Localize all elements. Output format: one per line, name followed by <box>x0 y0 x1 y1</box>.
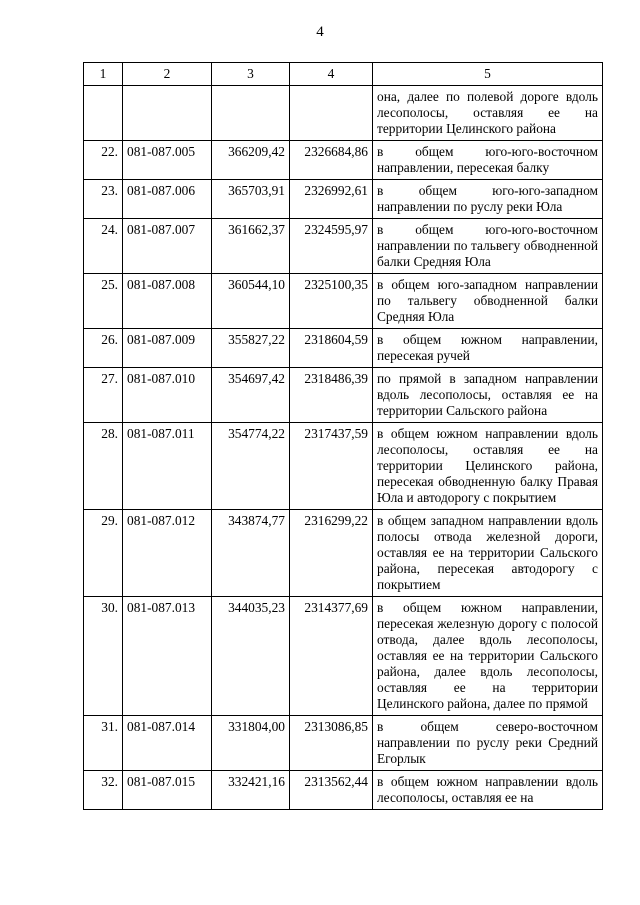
boundary-description: в общем юго-западном направлении по тальвегу обводненной балки Средняя Юла <box>373 274 603 329</box>
point-code: 081-087.014 <box>123 716 212 771</box>
point-code: 081-087.013 <box>123 597 212 716</box>
point-code: 081-087.008 <box>123 274 212 329</box>
table-row <box>84 771 603 810</box>
table-row <box>84 219 603 274</box>
column-header: 1 <box>84 63 123 86</box>
boundary-points-table <box>83 62 603 810</box>
table-header-row <box>84 63 603 86</box>
column-header: 4 <box>290 63 373 86</box>
boundary-description: в общем южном направлении вдоль лесополосы, оставляя ее на территории Целинского района, пересекая обводненную балку Правая Юла и автодорогу с покрытием <box>373 423 603 510</box>
column-header: 3 <box>212 63 290 86</box>
point-code: 081-087.007 <box>123 219 212 274</box>
table-row <box>84 423 603 510</box>
boundary-description: в общем западном направлении вдоль полосы отвода железной дороги, оставляя ее на территории Сальского района, пересекая автодорогу с покрытием <box>373 510 603 597</box>
coordinate-x: 343874,77 <box>212 510 290 597</box>
boundary-description: по прямой в западном направлении вдоль лесополосы, оставляя ее на территории Сальского района <box>373 368 603 423</box>
row-number: 25. <box>84 274 123 329</box>
coordinate-x: 355827,22 <box>212 329 290 368</box>
row-number: 26. <box>84 329 123 368</box>
table-row <box>84 368 603 423</box>
boundary-description: в общем северо-восточном направлении по руслу реки Средний Егорлык <box>373 716 603 771</box>
row-number: 28. <box>84 423 123 510</box>
row-number: 30. <box>84 597 123 716</box>
coordinate-x: 366209,42 <box>212 141 290 180</box>
row-number: 32. <box>84 771 123 810</box>
point-code: 081-087.015 <box>123 771 212 810</box>
table-row <box>84 510 603 597</box>
page-number: 4 <box>316 24 324 40</box>
column-header: 5 <box>373 63 603 86</box>
coordinate-y: 2314377,69 <box>290 597 373 716</box>
coordinate-y: 2318486,39 <box>290 368 373 423</box>
row-number: 27. <box>84 368 123 423</box>
point-code: 081-087.005 <box>123 141 212 180</box>
point-code: 081-087.009 <box>123 329 212 368</box>
table-row <box>84 716 603 771</box>
coordinate-y: 2317437,59 <box>290 423 373 510</box>
table-row <box>84 329 603 368</box>
coordinate-y: 2324595,97 <box>290 219 373 274</box>
row-number: 24. <box>84 219 123 274</box>
coordinate-x: 331804,00 <box>212 716 290 771</box>
row-number: 23. <box>84 180 123 219</box>
table-row <box>84 141 603 180</box>
coordinate-x: 332421,16 <box>212 771 290 810</box>
coordinate-x: 354774,22 <box>212 423 290 510</box>
boundary-description: в общем южном направлении вдоль лесополосы, оставляя ее на <box>373 771 603 810</box>
coordinate-x: 344035,23 <box>212 597 290 716</box>
point-code: 081-087.010 <box>123 368 212 423</box>
boundary-description: в общем южном направлении, пересекая ручей <box>373 329 603 368</box>
point-code: 081-087.011 <box>123 423 212 510</box>
boundary-description: в общем южном направлении, пересекая железную дорогу с полосой отвода, далее вдоль лесополосы, оставляя ее на территории Сальского района, далее вдоль лесополосы, оставляя ее на территории Целинского района, далее по прямой <box>373 597 603 716</box>
table-row <box>84 597 603 716</box>
point-code: 081-087.012 <box>123 510 212 597</box>
point-code: 081-087.006 <box>123 180 212 219</box>
row-number: 29. <box>84 510 123 597</box>
coordinate-y: 2318604,59 <box>290 329 373 368</box>
coordinate-x: 361662,37 <box>212 219 290 274</box>
coordinate-y: 2313562,44 <box>290 771 373 810</box>
row-number: 22. <box>84 141 123 180</box>
coordinate-y: 2326992,61 <box>290 180 373 219</box>
table-row <box>84 180 603 219</box>
coordinate-y: 2325100,35 <box>290 274 373 329</box>
coordinate-x: 354697,42 <box>212 368 290 423</box>
column-header: 2 <box>123 63 212 86</box>
continuation-description: она, далее по полевой дороге вдоль лесополосы, оставляя ее на территории Целинского района <box>373 86 603 141</box>
coordinate-x: 360544,10 <box>212 274 290 329</box>
coordinate-x: 365703,91 <box>212 180 290 219</box>
boundary-description: в общем юго-юго-западном направлении по руслу реки Юла <box>373 180 603 219</box>
coordinate-y: 2316299,22 <box>290 510 373 597</box>
coordinate-y: 2313086,85 <box>290 716 373 771</box>
coordinate-y: 2326684,86 <box>290 141 373 180</box>
row-number: 31. <box>84 716 123 771</box>
continuation-row <box>84 86 603 141</box>
boundary-description: в общем юго-юго-восточном направлении по тальвегу обводненной балки Средняя Юла <box>373 219 603 274</box>
boundary-description: в общем юго-юго-восточном направлении, пересекая балку <box>373 141 603 180</box>
table-row <box>84 274 603 329</box>
